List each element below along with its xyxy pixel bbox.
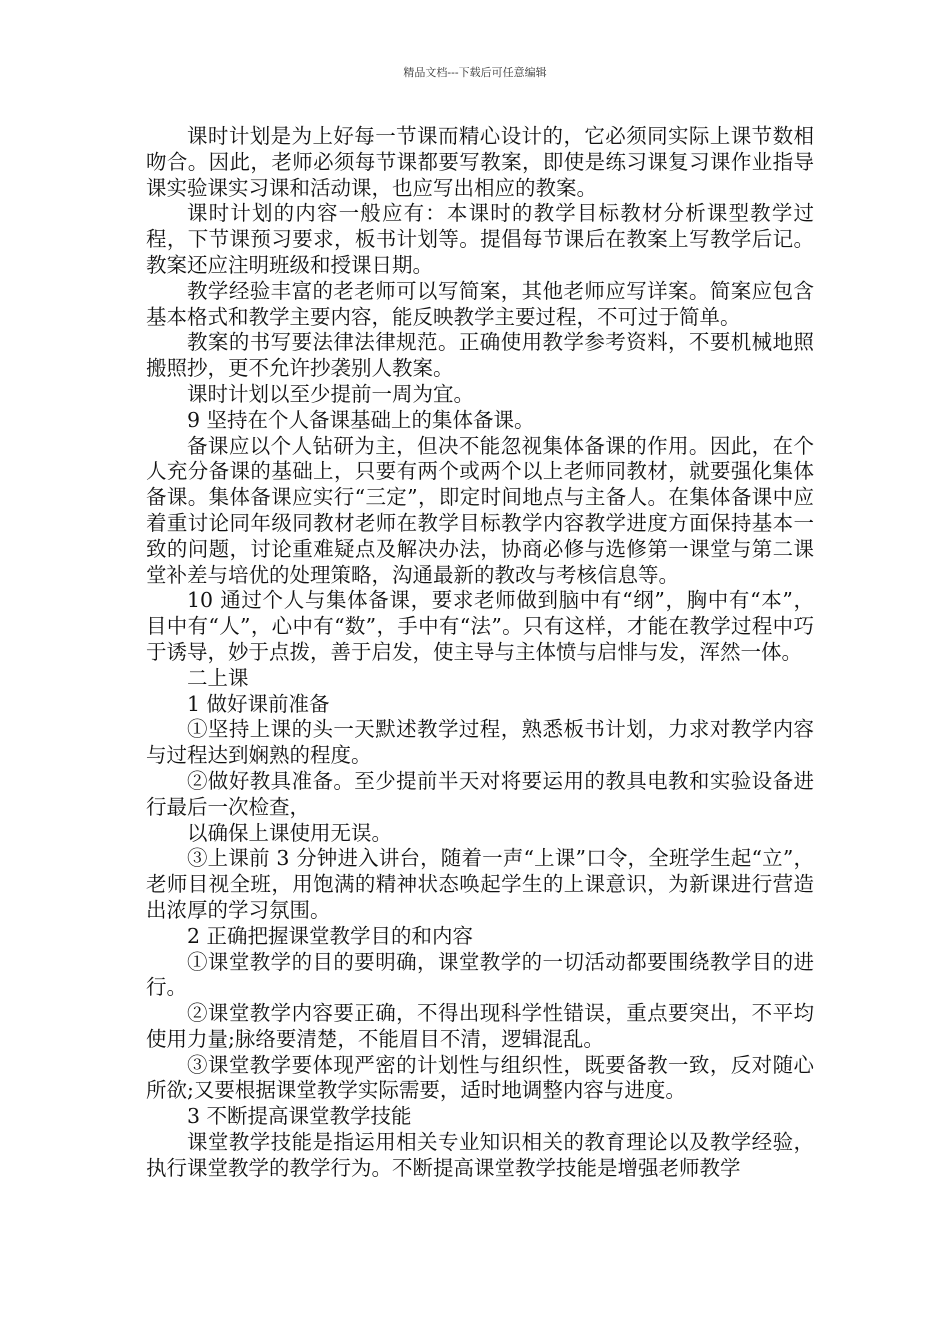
paragraph: 教学经验丰富的老老师可以写简案，其他老师应写详案。简案应包含基本格式和教学主要内容，能反映教学主要过程，不可过于简单。 [146, 278, 814, 329]
list-item: ②课堂教学内容要正确，不得出现科学性错误，重点要突出，不平均使用力量;脉络要清楚，不能眉目不清，逻辑混乱。 [146, 1001, 814, 1051]
paragraph: 课时计划的内容一般应有：本课时的教学目标教材分析课型教学过程，下节课预习要求，板书计划等。提倡每节课后在教案上写教学后记。教案还应注明班级和授课日期。 [146, 201, 814, 277]
subsection-heading: 3 不断提高课堂教学技能 [187, 1104, 412, 1129]
list-item: ①坚持上课的头一天默述教学过程，熟悉板书计划，力求对教学内容与过程达到娴熟的程度。 [146, 717, 814, 768]
subsection-heading: 1 做好课前准备 [187, 691, 330, 716]
document-body [146, 124, 814, 1182]
paragraph: 教案的书写要法律法律规范。正确使用教学参考资料，不要机械地照搬照抄，更不允许抄袭别人教案。 [146, 330, 814, 381]
page-header: 精品文档---下载后可任意编辑 [403, 66, 547, 79]
list-item: ②做好教具准备。至少提前半天对将要运用的教具电教和实验设备进行最后一次检查， [146, 768, 814, 819]
paragraph: 10 通过个人与集体备课，要求老师做到脑中有“纲”，胸中有“本”，目中有“人”，心中有“数”，手中有“法”。只有这样，才能在教学过程中巧于诱导，妙于点拨，善于启发，使主导与主体愤与启悱与发，浑然一体。 [146, 588, 814, 664]
section-item-heading: 9 坚持在个人备课基础上的集体备课。 [187, 407, 535, 432]
paragraph: 以确保上课使用无误。 [187, 820, 392, 845]
paragraph: 课堂教学技能是指运用相关专业知识相关的教育理论以及教学经验，执行课堂教学的教学行为。不断提高课堂教学技能是增强老师教学 [146, 1130, 814, 1180]
paragraph: 课时计划以至少提前一周为宜。 [187, 381, 474, 406]
list-item: ③上课前 3 分钟进入讲台，随着一声“上课”口令，全班学生起“立”，老师目视全班，用饱满的精神状态唤起学生的上课意识，为新课进行营造出浓厚的学习氛围。 [146, 846, 814, 922]
paragraph: 课时计划是为上好每一节课而精心设计的，它必须同实际上课节数相吻合。因此，老师必须每节课都要写教案，即使是练习课复习课作业指导课实验课实习课和活动课，也应写出相应的教案。 [146, 124, 814, 200]
section-heading: 二上课 [187, 665, 249, 690]
list-item: ①课堂教学的目的要明确，课堂教学的一切活动都要围绕教学目的进行。 [146, 949, 814, 1000]
list-item: ③课堂教学要体现严密的计划性与组织性，既要备教一致，反对随心所欲;又要根据课堂教学实际需要，适时地调整内容与进度。 [146, 1052, 814, 1103]
subsection-heading: 2 正确把握课堂教学目的和内容 [187, 923, 474, 948]
paragraph: 备课应以个人钻研为主，但决不能忽视集体备课的作用。因此，在个人充分备课的基础上，只要有两个或两个以上老师同教材，就要强化集体备课。集体备课应实行“三定”，即定时间地点与主备人。在集体备课中应着重讨论同年级同教材老师在教学目标教学内容教学进度方面保持基本一致的问题，讨论重难疑点及解决办法，协商必修与选修第一课堂与第二课堂补差与培优的处理策略，沟通最新的教改与考核信息等。 [146, 433, 814, 587]
